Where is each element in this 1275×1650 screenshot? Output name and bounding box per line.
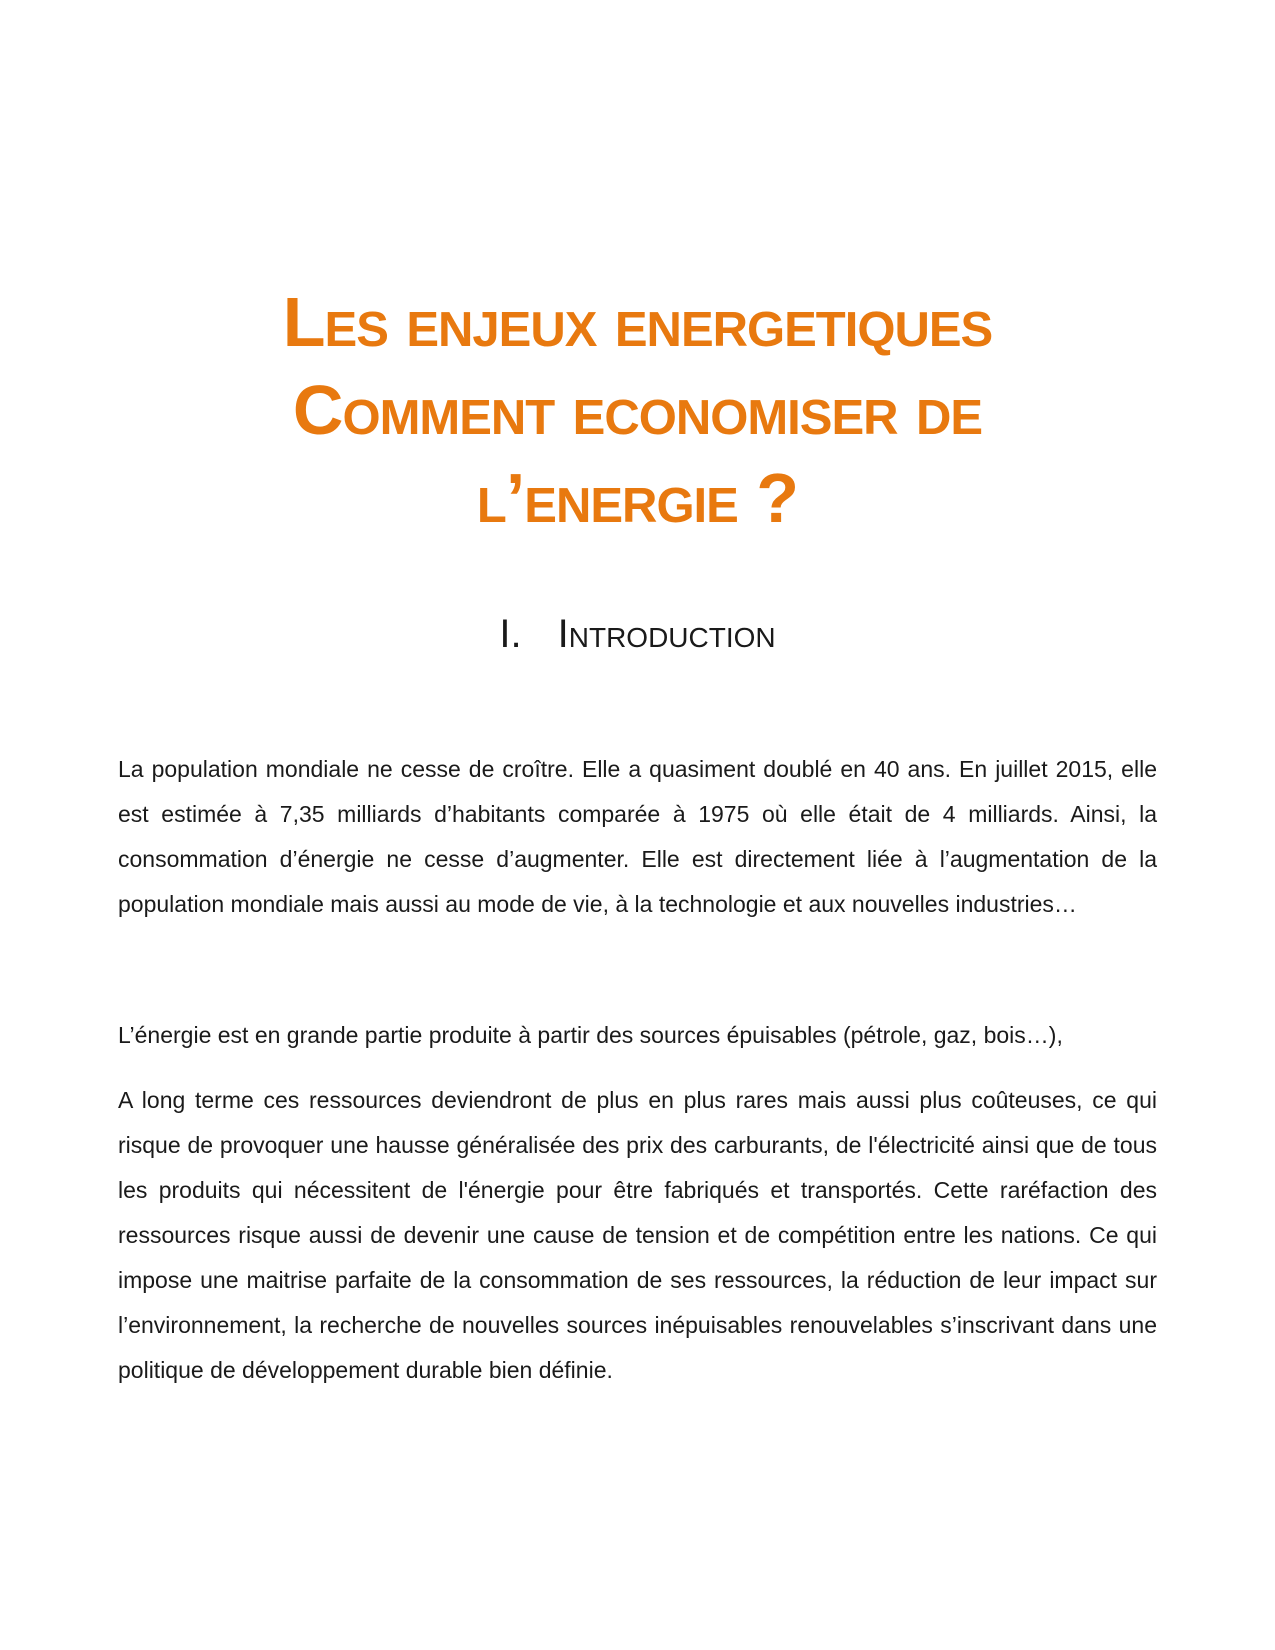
paragraph-resources: A long terme ces ressources deviendront de plus en plus rares mais aussi plus coûteuses, ce qui risque de provoquer une hausse généralisée des prix des carburants, de l'électricité ainsi que de tous les produits qui nécessitent de l'énergie pour être fabriqués et transportés. Cette raréfaction des ressources risque aussi de devenir une cause de tension et de compétition entre les nations. Ce qui impose une maitrise parfaite de la consommation de ses ressources, la réduction de leur impact sur l’environnement, la recherche de nouvelles sources inépuisables renouvelables s’inscrivant dans une politique de développement durable bien définie. [118,1087,1157,1383]
section-number: I. [499,612,522,656]
paragraph-population: La population mondiale ne cesse de croître. Elle a quasiment doublé en 40 ans. En juillet 2015, elle est estimée à 7,35 milliards d’habitants comparée à 1975 où elle était de 4 milliards. Ainsi, la consommation d’énergie ne cesse d’augmenter. Elle est directement liée à l’augmentation de la population mondiale mais aussi au mode de vie, à la technologie et aux nouvelles industries… [118,756,1157,917]
title-line-3: l’energie ? [476,459,799,537]
title-line-1: Les enjeux energetiques [282,283,993,361]
paragraph-sources: L’énergie est en grande partie produite à partir des sources épuisables (pétrole, gaz, bois…), [118,1022,1063,1048]
document-title [120,278,1155,542]
title-line-2: Comment economiser de [292,371,983,449]
section-heading [0,612,1275,657]
section-title: Introduction [557,612,776,656]
